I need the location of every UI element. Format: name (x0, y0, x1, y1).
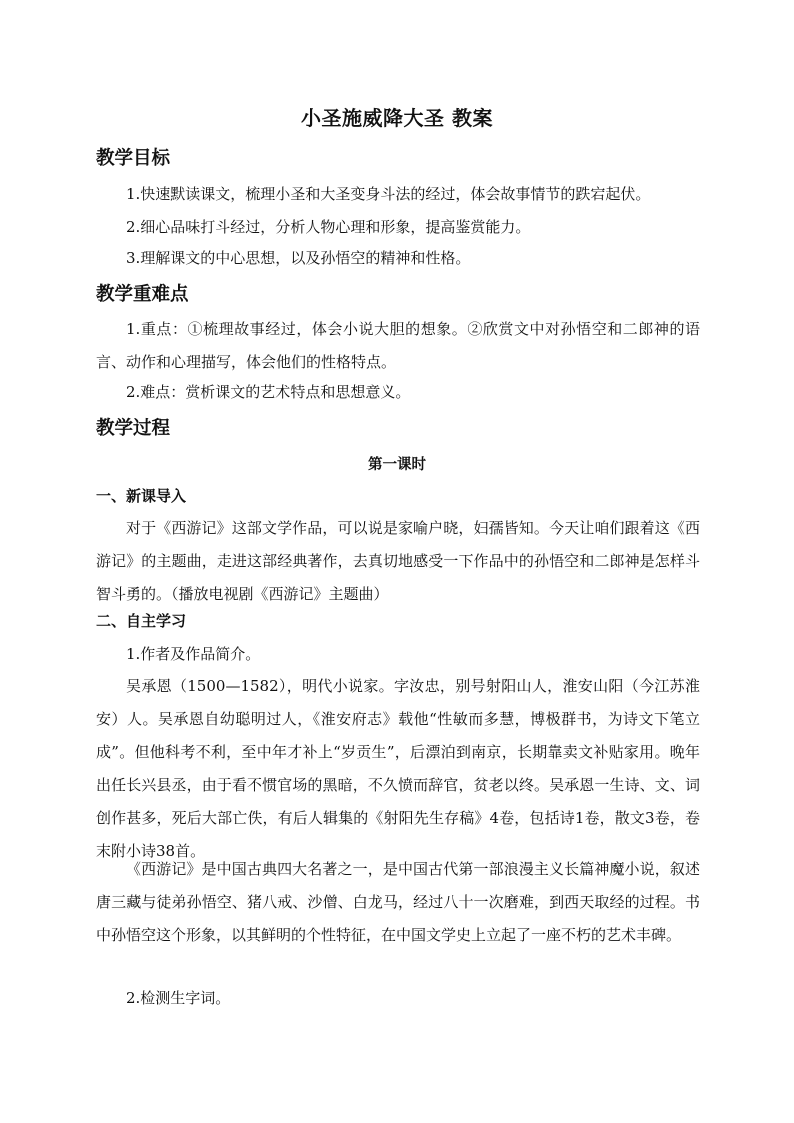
key-point-item-1: 1.重点：①梳理故事经过，体会小说大胆的想象。②欣赏文中对孙悟空和二郎神的语言、动作和心理描写，体会他们的性格特点。 (96, 320, 700, 371)
work-intro-paragraph: 《西游记》是中国古典四大名著之一，是中国古代第一部浪漫主义长篇神魔小说，叙述唐三藏与徒弟孙悟空、猪八戒、沙僧、白龙马，经过八十一次磨难，到西天取经的过程。书中孙悟空这个形象，以其鲜明的个性特征，在中国文学史上立起了一座不朽的艺术丰碑。 (96, 860, 700, 944)
heading-teaching-goals: 教学目标 (96, 148, 171, 169)
heading-teaching-process: 教学过程 (96, 418, 171, 439)
heading-self-study: 二、自主学习 (96, 612, 187, 630)
heading-new-lesson-intro: 一、新课导入 (96, 487, 187, 505)
author-intro-paragraph: 吴承恩（1500—1582），明代小说家。字汝忠，别号射阳山人，淮安山阳（今江苏淮安）人。吴承恩自幼聪明过人，《淮安府志》载他“性敏而多慧，博极群书，为诗文下笔立成”。但他科考不利，至中年才补上“岁贡生”，后漂泊到南京，长期靠卖文补贴家用。晚年出任长兴县丞，由于看不惯官场的黑暗，不久愤而辞官，贫老以终。吴承恩一生诗、文、词创作甚多，死后大部亡佚，有后人辑集的《射阳先生存稿》4卷，包括诗1卷，散文3卷，卷末附小诗38首。 (96, 677, 700, 860)
heading-key-points: 教学重难点 (96, 284, 189, 305)
lesson-title: 第一课时 (368, 456, 426, 473)
document-title: 小圣施威降大圣 教案 (301, 106, 493, 130)
key-point-item-2: 2.难点：赏析课文的艺术特点和思想意义。 (126, 383, 411, 401)
self-study-item-1: 1.作者及作品简介。 (126, 645, 261, 663)
goal-item-2: 2.细心品味打斗经过，分析人物心理和形象，提高鉴赏能力。 (126, 218, 531, 236)
self-study-item-2: 2.检测生字词。 (126, 989, 231, 1007)
goal-item-1: 1.快速默读课文，梳理小圣和大圣变身斗法的经过，体会故事情节的跌宕起伏。 (126, 185, 651, 203)
intro-paragraph: 对于《西游记》这部文学作品，可以说是家喻户晓，妇孺皆知。今天让咱们跟着这《西游记》的主题曲，走进这部经典著作，去真切地感受一下作品中的孙悟空和二郎神是怎样斗智斗勇的。（播放电视剧《西游记》主题曲） (96, 519, 700, 603)
goal-item-3: 3.理解课文的中心思想，以及孙悟空的精神和性格。 (126, 249, 471, 267)
